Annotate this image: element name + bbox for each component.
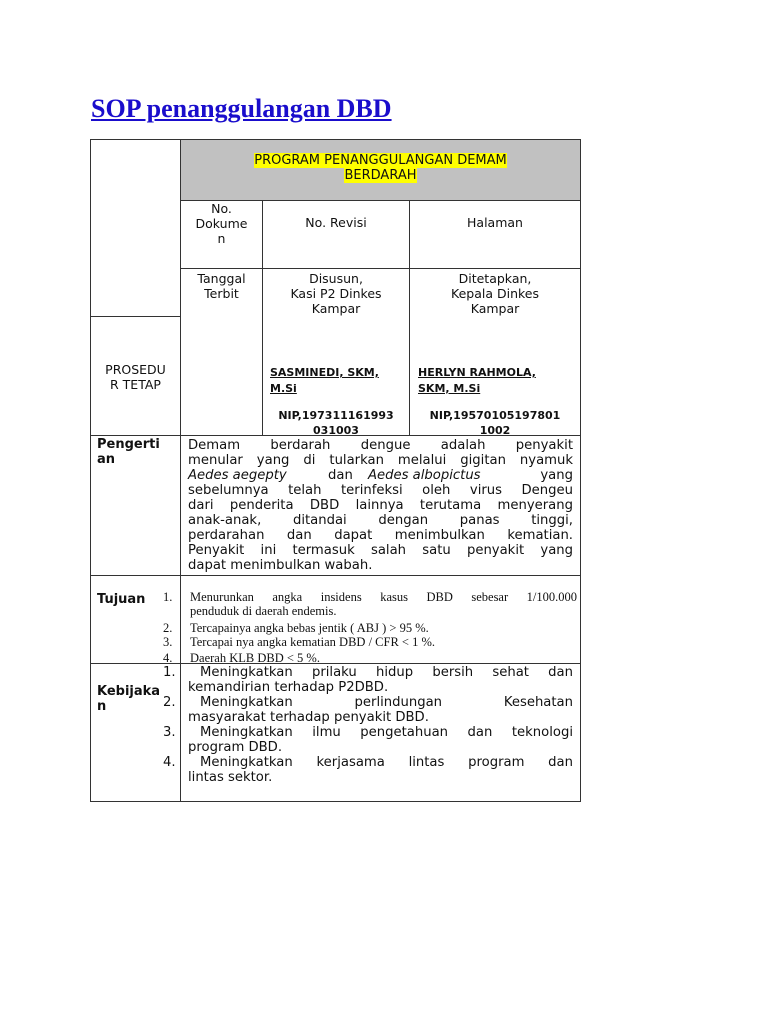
ditetapkan-block: Ditetapkan, Kepala Dinkes Kampar [451,271,539,316]
tujuan-label: Tujuan [97,592,146,607]
kebijakan-label: Kebijaka n [97,684,161,714]
tujuan-list [163,590,577,665]
program-header [181,153,580,183]
no-dokumen-label: No. Dokume n [195,201,248,246]
program-title-line2: BERDARAH [344,168,417,183]
list-item: 4. Daerah KLB DBD < 5 %. [163,651,320,665]
page-title[interactable]: SOP penanggulangan DBD [91,94,392,123]
tanggal-terbit-label: Tanggal Terbit [197,271,246,301]
signer1-name: SASMINEDI, SKM, M.Si [270,366,379,395]
list-item: 3. Meningkatkan ilmu pengetahuan dan teknologi program DBD. [163,725,573,755]
pengertian-label: Pengerti an [97,437,160,467]
disusun-block: Disusun, Kasi P2 Dinkes Kampar [290,271,382,316]
kebijakan-list [163,665,573,785]
list-item: 1. Meningkatkan prilaku hidup bersih sehat dan kemandirian terhadap P2DBD. [163,665,573,695]
list-item: 2. Tercapainya angka bebas jentik ( ABJ ) > 95 %. [163,621,429,635]
program-title-line1: PROGRAM PENANGGULANGAN DEMAM [254,153,507,168]
no-revisi-label: No. Revisi [305,215,367,230]
halaman-label: Halaman [467,215,523,230]
list-item: 4. Meningkatkan kerjasama lintas program dan lintas sektor. [163,755,573,785]
pengertian-text: Demam berdarah dengue adalah penyakit menular yang di tularkan melalui gigitan nyamuk Aedes aegepty dan Aedes albopictus yang sebelumnya telah terinfeksi oleh virus Dengeu dari penderita DBD lainnya terutama menyerang anak-anak, ditandai dengan panas tinggi, perdarahan dan dapat menimbulkan kematian. Penyakit ini termasuk salah satu penyakit yang dapat menimbulkan wabah. [188,438,573,573]
signer2-nip: NIP,19570105197801 1002 [429,409,561,437]
species-line: Aedes aegepty dan Aedes albopictus yang [188,468,573,483]
signer2-name: HERLYN RAHMOLA, SKM, M.Si [418,366,536,395]
list-item: 2. Meningkatkan perlindungan Kesehatan masyarakat terhadap penyakit DBD. [163,695,573,725]
list-item: 3. Tercapai nya angka kematian DBD / CFR < 1 %. [163,635,436,649]
prosedur-tetap-label: PROSEDU R TETAP [105,362,166,392]
list-item: 1. Menurunkan angka insidens kasus DBD sebesar 1/100.000 penduduk di daerah endemis. [163,590,577,618]
signer1-nip: NIP,197311161993 031003 [278,409,394,437]
